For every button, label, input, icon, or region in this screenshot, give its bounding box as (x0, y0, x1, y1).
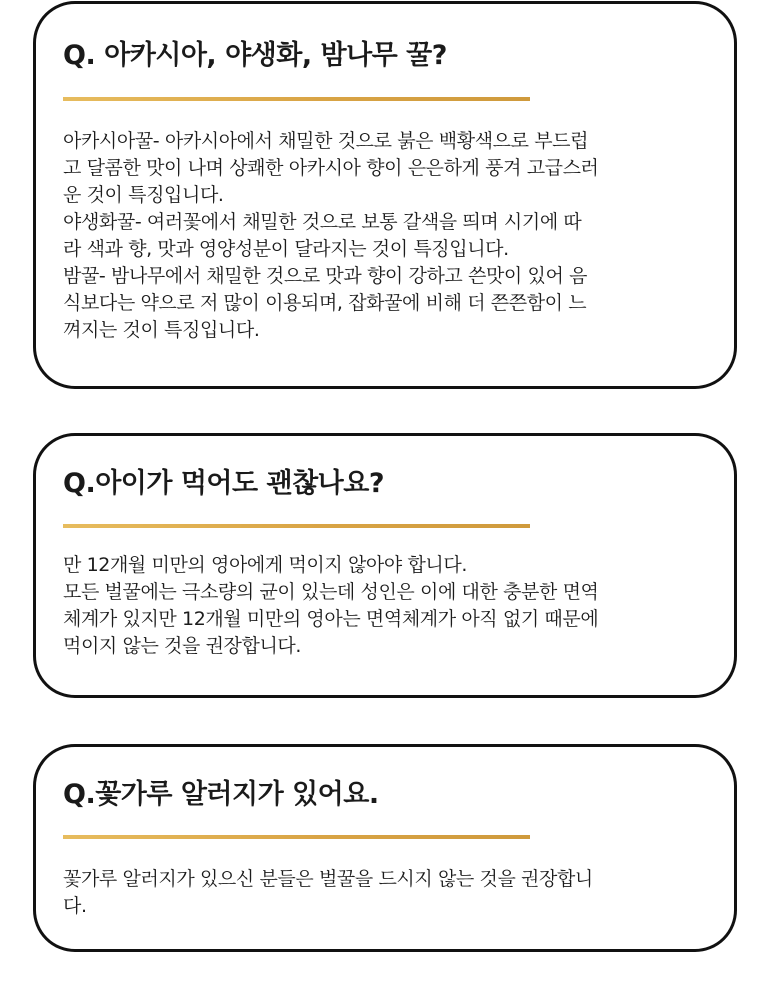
faq-card-children (33, 433, 737, 698)
answer-line: 아카시아꿀- 아카시아에서 채밀한 것으로 붉은 백황색으로 부드럽 (63, 130, 589, 152)
faq-question: Q.꽃가루 알러지가 있어요. (63, 779, 379, 810)
answer-line: 만 12개월 미만의 영아에게 먹이지 않아야 합니다. (63, 554, 467, 576)
answer-line: 껴지는 것이 특징입니다. (63, 319, 260, 341)
answer-line: 다. (63, 895, 87, 917)
faq-answer (63, 866, 708, 920)
answer-line: 라 색과 향, 맛과 영양성분이 달라지는 것이 특징입니다. (63, 238, 509, 260)
answer-line: 꽃가루 알러지가 있으신 분들은 벌꿀을 드시지 않는 것을 권장합니 (63, 868, 593, 890)
answer-line: 고 달콤한 맛이 나며 상쾌한 아카시아 향이 은은하게 풍겨 고급스러 (63, 157, 599, 179)
faq-question: Q.아이가 먹어도 괜찮나요? (63, 468, 384, 499)
answer-line: 운 것이 특징입니다. (63, 184, 224, 206)
answer-line: 야생화꿀- 여러꽃에서 채밀한 것으로 보통 갈색을 띄며 시기에 따 (63, 211, 582, 233)
answer-line: 먹이지 않는 것을 권장합니다. (63, 635, 302, 657)
faq-answer (63, 128, 708, 344)
answer-line: 식보다는 약으로 저 많이 이용되며, 잡화꿀에 비해 더 쯘쯘함이 느 (63, 292, 587, 314)
faq-question: Q. 아카시아, 야생화, 밤나무 꿀? (63, 40, 447, 71)
answer-line: 모든 벌꿀에는 극소량의 균이 있는데 성인은 이에 대한 충분한 면역 (63, 581, 599, 603)
answer-line: 밤꿀- 밤나무에서 채밀한 것으로 맛과 향이 강하고 쓴맛이 있어 음 (63, 265, 588, 287)
faq-card-pollen-allergy (33, 744, 737, 952)
gold-divider (63, 97, 530, 101)
gold-divider (63, 524, 530, 528)
gold-divider (63, 835, 530, 839)
faq-answer (63, 552, 708, 660)
answer-line: 체계가 있지만 12개월 미만의 영아는 면역체계가 아직 없기 때문에 (63, 608, 599, 630)
faq-card-honey-types (33, 1, 737, 389)
